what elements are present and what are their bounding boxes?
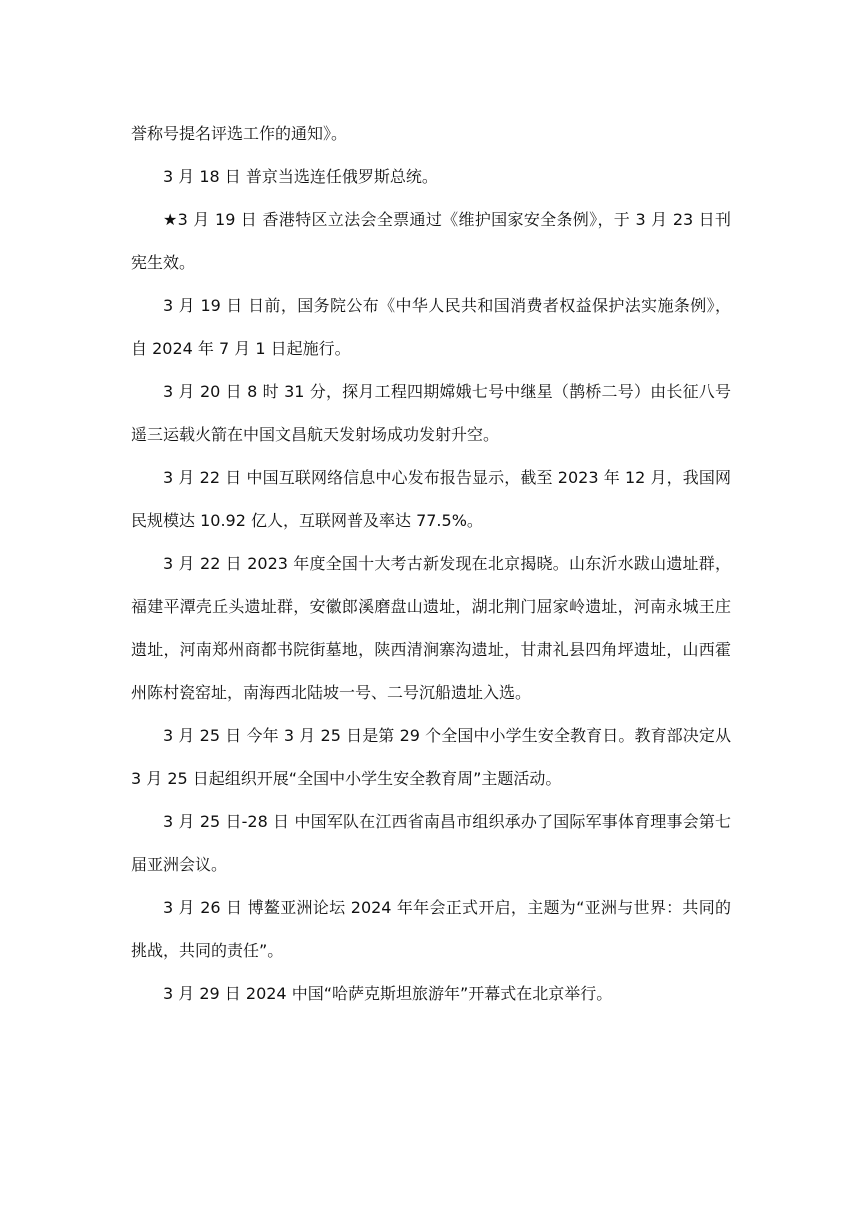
paragraph-continuation: 誉称号提名评选工作的通知》。: [131, 124, 348, 143]
document-body: [131, 112, 731, 1015]
paragraph-mar25-safety-day: 3 月 25 日 今年 3 月 25 日是第 29 个全国中小学生安全教育日。教育部决定从 3 月 25 日起组织开展“全国中小学生安全教育周”主题活动。: [131, 726, 731, 788]
paragraph-mar22-internet-report: 3 月 22 日 中国互联网络信息中心发布报告显示，截至 2023 年 12 月，我国网民规模达 10.92 亿人，互联网普及率达 77.5%。: [131, 468, 731, 530]
paragraph-mar19-consumer-rights: 3 月 19 日 日前，国务院公布《中华人民共和国消费者权益保护法实施条例》，自 2024 年 7 月 1 日起施行。: [131, 296, 731, 358]
paragraph-mar18-putin: 3 月 18 日 普京当选连任俄罗斯总统。: [163, 167, 438, 186]
paragraph-mar25-28-military-sports: 3 月 25 日-28 日 中国军队在江西省南昌市组织承办了国际军事体育理事会第七届亚洲会议。: [131, 812, 731, 874]
paragraph-mar26-boao: 3 月 26 日 博鳌亚洲论坛 2024 年年会正式开启，主题为“亚洲与世界：共同的挑战，共同的责任”。: [131, 898, 731, 960]
paragraph-mar19-hk-security: ★3 月 19 日 香港特区立法会全票通过《维护国家安全条例》，于 3 月 23 日刊宪生效。: [131, 210, 731, 272]
paragraph-mar20-queqiao2: 3 月 20 日 8 时 31 分，探月工程四期嫦娥七号中继星（鹊桥二号）由长征八号遥三运载火箭在中国文昌航天发射场成功发射升空。: [131, 382, 731, 444]
paragraph-mar22-archaeology: 3 月 22 日 2023 年度全国十大考古新发现在北京揭晓。山东沂水跋山遗址群，福建平潭壳丘头遗址群，安徽郎溪磨盘山遗址，湖北荆门屈家岭遗址，河南永城王庄遗址，河南郑州商都书院街墓地，陕西清涧寨沟遗址，甘肃礼县四角坪遗址，山西霍州陈村瓷窑址，南海西北陆坡一号、二号沉船遗址入选。: [131, 554, 731, 702]
paragraph-mar29-kazakhstan-tourism: 3 月 29 日 2024 中国“哈萨克斯坦旅游年”开幕式在北京举行。: [163, 984, 613, 1003]
